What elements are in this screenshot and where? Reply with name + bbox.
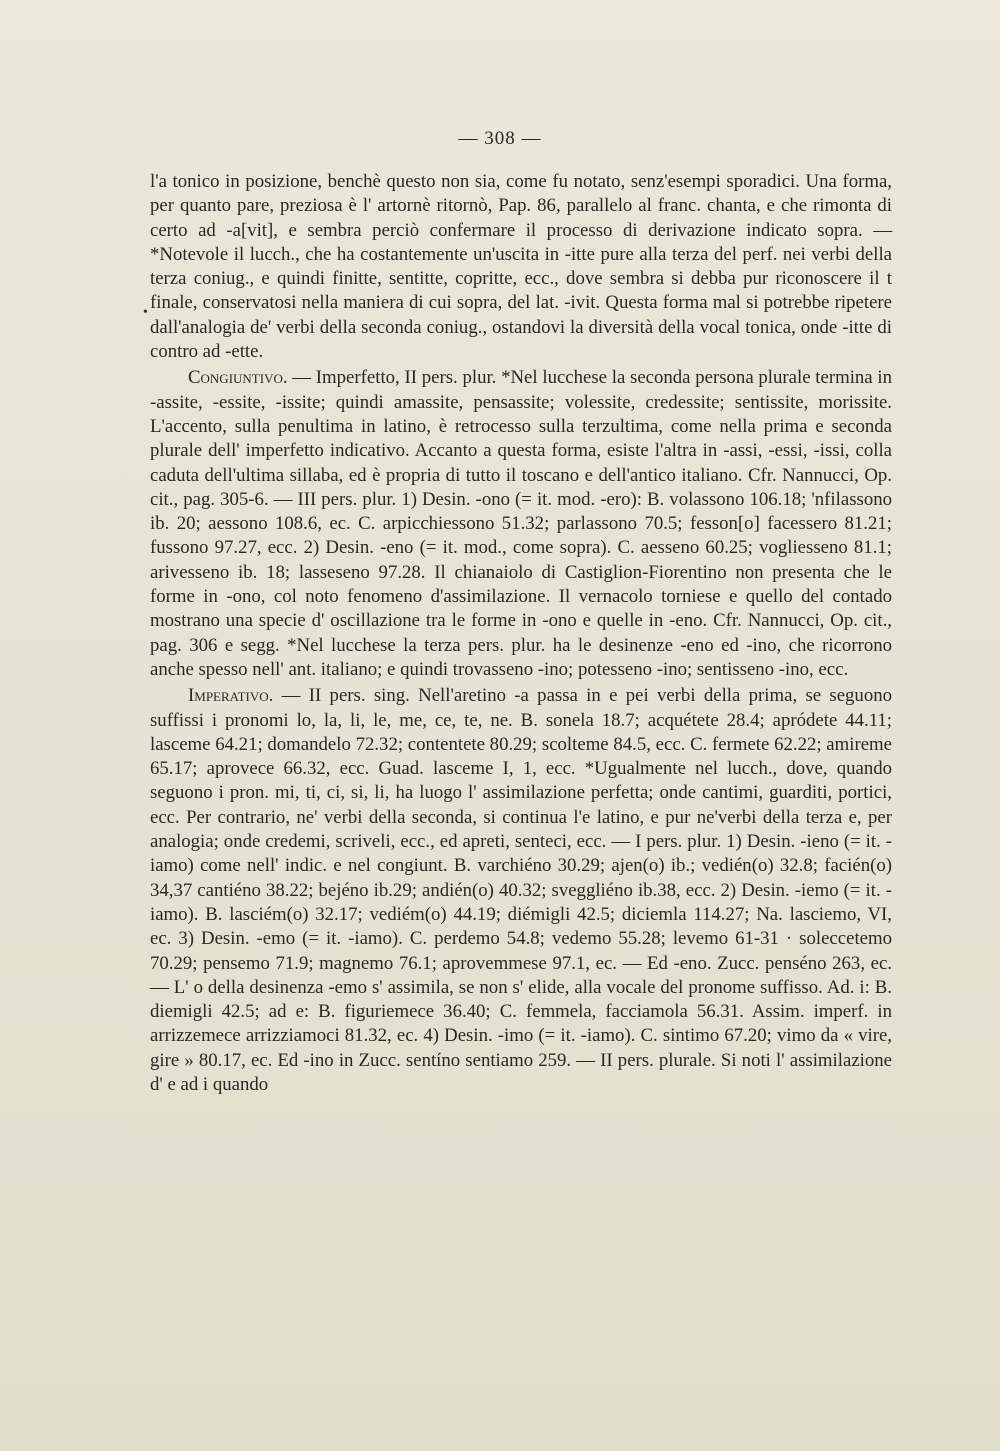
section-label-imperativo: Imperativo.: [188, 685, 274, 707]
paragraph-text: l'a tonico in posizione, benchè questo non sia, come fu notato, senz'esempi sporadici. Una forma, per quanto pare, preziosa è l' artornè ritornò, Pap. 86, parallelo al franc. chanta, e che rimonta di certo ad -a[vit], e sembra perciò confermare il processo di derivazione indicato sopra. — *Notevole il lucch., che ha costantemente un'uscita in -itte pure alla terza del perf. nei verbi della terza coniug., e quindi finitte, sentitte, copritte, ecc., dove sembra si debba pur riconoscere il t finale, conservatosi nella maniera di cui sopra, del lat. -ivit. Questa forma mal si potrebbe ripetere dall'analogia de' verbi della seconda coniug., ostandovi la diversità della vocal tonica, onde -itte di contro ad -ette.: [150, 171, 892, 363]
section-label-congiuntivo: Congiuntivo.: [188, 367, 288, 389]
paragraph-text: — II pers. sing. Nell'aretino -a passa in e pei verbi della prima, se seguono suffissi i pronomi lo, la, li, le, me, ce, te, ne. B. sonela 18.7; acquétete 28.4; apródete 44.11; lasceme 64.21; domandelo 72.32; contentete 80.29; scolteme 84.5, ecc. C. fermete 62.22; amireme 65.17; aprovece 66.32, ecc. Guad. lasceme I, 1, ecc. *Ugualmente nel lucch., dove, quando seguono i pron. mi, ti, ci, si, li, ha luogo l' assimilazione perfetta; onde cantimi, guarditi, portici, ecc. Per contrario, ne' verbi della seconda, si continua l'e latino, e pur ne'verbi della terza e, per analogia; onde credemi, scriveli, ecc., ed apreti, senteci, ecc. — I pers. plur. 1) Desin. -ieno (= it. -iamo) come nell' indic. e nel congiunt. B. varchiéno 30.29; ajen(o) ib.; vedién(o) 32.8; facién(o) 34,37 cantiéno 38.22; bejéno ib.29; andién(o) 40.32; sveggliéno ib.38, ecc. 2) Desin. -iemo (= it. -iamo). B. lasciém(o) 32.17; vediém(o) 44.19; diémigli 42.5; diciemla 114.27; Na. lasciemo, VI, ec. 3) Desin. -emo (= it. -iamo). C. perdemo 54.8; vedemo 55.28; levemo 61-31 · soleccetemo 70.29; pensemo 71.9; magnemo 76.1; aprovemmese 97.1, ec. — Ed -eno. Zucc. penséno 263, ec. — L' o della desinenza -emo s' assimila, se non s' elide, alla vocale del pronome suffisso. Ad. i: B. diemigli 42.5; ad e: B. figuriemece 36.40; C. femmela, facciamola 56.31. Assim. imperf. in arrizzemece arrizziamoci 81.32, ec. 4) Desin. -imo (= it. -iamo). C. sintimo 67.20; vimo da « vire, gire » 80.17, ec. Ed -ino in Zucc. sentíno sentiamo 259. — II pers. plurale. Si noti l' assimilazione d' e ad i quando: [150, 685, 892, 1095]
paragraph-imperativo: [150, 684, 892, 1097]
body-text: [150, 170, 892, 1097]
paragraph-text: — Imperfetto, II pers. plur. *Nel lucchese la seconda persona plurale termina in -assite, -essite, -issite; quindi amassite, pensassite; volessite, credessite; sentissite, morissite. L'accento, sulla penultima in latino, è retrocesso sulla terzultima, come nella prima e seconda plurale dell' imperfetto indicativo. Accanto a questa forma, esiste l'altra in -assi, -essi, -issi, colla caduta dell'ultima sillaba, ed è propria di tutto il toscano e dell'antico italiano. Cfr. Nannucci, Op. cit., pag. 305-6. — III pers. plur. 1) Desin. -ono (= it. mod. -ero): B. volassono 106.18; 'nfilassono ib. 20; aessono 108.6, ec. C. arpicchiessono 51.32; parlassono 70.5; fesson[o] facessero 81.21; fussono 97.27, ecc. 2) Desin. -eno (= it. mod., come sopra). C. aesseno 60.25; vogliesseno 81.1; arivesseno ib. 18; lasseseno 97.28. Il chianaiolo di Castiglion-Fiorentino non presenta che le forme in -ono, col noto fenomeno d'assimilazione. Il vernacolo torniese e quello del contado mostrano una specie d' oscillazione tra le forme in -ono e quelle in -eno. Cfr. Nannucci, Op. cit., pag. 306 e segg. *Nel lucchese la terza pers. plur. ha le desinenze -eno ed -ino, che ricorrono anche spesso nell' ant. italiano; e quindi trovasseno -ino; potesseno -ino; sentisseno -ino, ecc.: [150, 367, 892, 680]
page-number: — 308 —: [458, 128, 542, 149]
paragraph-congiuntivo: [150, 366, 892, 682]
margin-mark: •: [143, 305, 148, 320]
paragraph-perfect: [150, 170, 892, 364]
